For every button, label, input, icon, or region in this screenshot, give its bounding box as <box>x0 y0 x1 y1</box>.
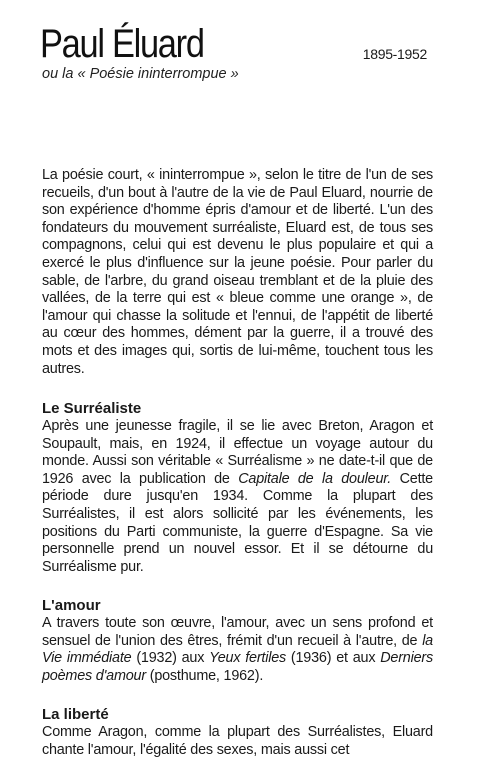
section-heading: Le Surréaliste <box>42 400 142 417</box>
intro-paragraph: La poésie court, « ininterrompue », selon le titre de l'un de ses recueils, d'un bout à l'autre de la vie de Paul Eluard, nourrie de son expérience d'homme épris d'amour et de liberté. L'un des fondateurs du mouvement surréaliste, Eluard est, de tous ses compagnons, celui qui est devenu le plus populaire et qui a exercé le plus d'influence sur la jeune poésie. Pour parler du sable, de l'arbre, du grand oiseau tremblant et de la pluie des vallées, de la terre qui est « bleue comme une orange », de l'amour qui chasse la solitude et l'ennui, de l'appétit de liberté au cœur des hommes, dément par la guerre, il a trouvé des mots et des images qui, sortis de lui-même, touchent tous les autres. <box>42 167 433 377</box>
section-paragraph: A travers toute son œuvre, l'amour, avec un sens profond et sensuel de l'union des êtres, frémit d'un recueil à l'autre, de la Vie immédiate (1932) aux Yeux fertiles (1936) et aux Derniers poèmes d'amour (posthume, 1962). <box>42 615 433 684</box>
intro-section <box>42 167 433 378</box>
section-liberte <box>42 706 433 759</box>
section-paragraph: Comme Aragon, comme la plupart des Surréalistes, Eluard chante l'amour, l'égalité des sexes, mais aussi cet <box>42 724 433 758</box>
section-amour <box>42 597 433 685</box>
section-surrealiste <box>42 400 433 576</box>
dates: 1895-1952 <box>362 46 427 62</box>
page-title: Paul Éluard <box>40 22 204 66</box>
section-heading: La liberté <box>42 706 109 723</box>
subtitle: ou la « Poésie ininterrompue » <box>42 66 239 82</box>
section-paragraph: Après une jeunesse fragile, il se lie avec Breton, Aragon et Soupault, mais, en 1924, il effectue un voyage autour du monde. Aussi son véritable « Surréalisme » ne date-t-il que de 1926 avec la publication de Capitale de la douleur. Cette période dure jusqu'en 1934. Comme la plupart des Surréalistes, il est alors sollicité par les événements, les positions du Parti communiste, la guerre d'Espagne. Sa vie personnelle prend un nouvel essor. Et il se détourne du Surréalisme pur. <box>42 418 433 575</box>
section-heading: L'amour <box>42 597 101 614</box>
